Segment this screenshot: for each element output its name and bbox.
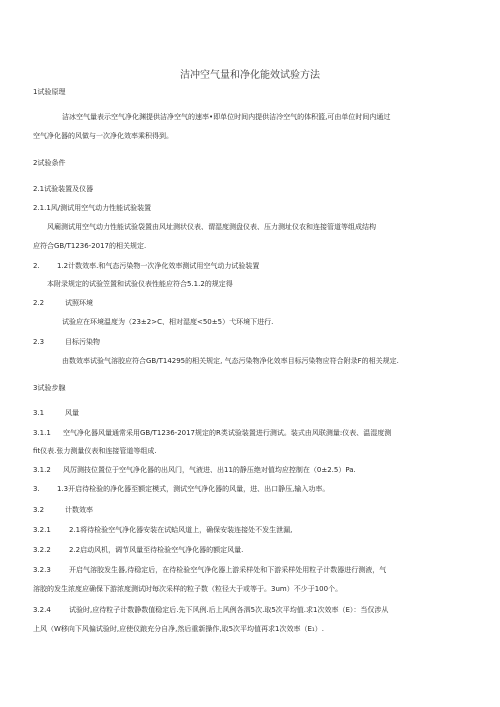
section-2-2-title: 试照环境 — [65, 299, 93, 307]
section-3-2-3-line-1 — [33, 566, 386, 575]
section-2-heading: 2试验条件 — [33, 159, 66, 167]
section-3-heading: 3试验步腺 — [33, 384, 66, 392]
section-3-2-3-line-2: 溶胶的发生浓度应确保下游浓度测试时毎次采样的粒子数（粒径大于或等于。3um）不少于100个。 — [33, 585, 343, 593]
section-2-3-number: 2.3 — [33, 338, 45, 346]
section-2-1-heading: 2.1试验装置及仪器 — [33, 185, 94, 193]
page-title: 洁冲空气量和净化能效试验方法 — [180, 70, 320, 81]
section-1-paragraph-line-1: 洁冰空气量表示空气净化渊提供洁净空气的速率•即单位时间内提供洁冷空气的体积篮,可由单位时间内通过 — [62, 113, 391, 121]
section-3-2-4-number: 3.2.4 — [33, 606, 51, 614]
section-2-1-2-paragraph: 本附录规定的试验笠置和试验仪表性能应符合5.1.2的规定得 — [47, 280, 233, 288]
section-3-1-2-line — [33, 466, 356, 475]
section-3-1-1-line-2: fit仪表.张力测量仪表和连接管道等组成. — [33, 447, 157, 455]
section-2-3-paragraph: 由数效率试验气溶胶应符合GB/T14295的相关规定, 气态污染物净化效率目标污染物应符合附录F的相关规定. — [62, 357, 399, 365]
section-2-2-heading — [33, 299, 93, 308]
section-2-3-title: 目标污染物 — [65, 338, 100, 346]
section-3-2-2-line — [33, 546, 243, 555]
section-2-3-heading — [33, 338, 100, 347]
section-3-2-4-line-1 — [33, 606, 388, 615]
section-2-2-number: 2.2 — [33, 299, 45, 307]
section-3-1-3-text: 1.3开启待检验的净化器至额定模式，测试空气净化器的风量，进、出口静压,输入功率。 — [57, 485, 330, 493]
section-2-1-1-heading: 2.1.1风/测试用空气动力性能试验装置 — [33, 204, 152, 212]
section-3-1-1-text: 空气净化器风量通常采用GB/T1236-2017规定的R类试验装置进行测试。装式由风联测量:仪表、温湿度测 — [63, 429, 392, 437]
section-3-1-title: 风量 — [65, 409, 79, 417]
section-3-2-3-number: 3.2.3 — [33, 566, 51, 574]
section-3-1-heading — [33, 409, 79, 418]
section-3-2-1-line — [33, 526, 292, 535]
section-2-2-paragraph: 试验应在环境温度为（23±2>C、相对湿度<50±5）弋环境下进行. — [62, 318, 274, 326]
section-2-1-2-title: 1.2计数效率.和气态污染物一次净化效率测试用空气动力试验装置 — [57, 262, 260, 270]
section-3-2-1-text: 2.1将待检验空气净化器安装在试蛤风道上，确保安装连接处不发生泄漏, — [69, 526, 293, 534]
section-3-1-1-number: 3.1.1 — [33, 429, 51, 437]
section-3-2-3-text: 开启气溶胶发生器,待稳定后，在待检验空气净化器上游采样处和下游采样处用粒子计数器进行测液，气 — [69, 566, 387, 574]
section-3-1-1-line-1 — [33, 429, 391, 438]
section-3-1-number: 3.1 — [33, 409, 45, 417]
section-3-1-3-number: 3. — [33, 485, 40, 493]
section-2-1-2-heading — [33, 262, 259, 271]
section-3-2-heading — [33, 506, 93, 515]
section-3-2-2-text: 2.2启动风机，调节风量至待检验空气净化器的额定风量. — [69, 546, 244, 554]
section-3-1-3-line — [33, 485, 329, 494]
section-3-2-title: 计数效率 — [65, 506, 93, 514]
section-2-1-1-line-2: 应符合GB/T1236-2017的相关规定. — [33, 242, 147, 250]
section-3-2-number: 3.2 — [33, 506, 45, 514]
section-2-1-2-number: 2. — [33, 262, 40, 270]
section-1-heading: 1试验原理 — [33, 88, 66, 96]
section-3-1-2-number: 3.1.2 — [33, 466, 51, 474]
section-3-2-4-line-2: 上风（W移向下风偏试验时,应使仪踉充分自净,然后重新操作,取5次平均值再求1次效率（E₁）. — [33, 625, 324, 633]
section-3-2-1-number: 3.2.1 — [33, 526, 51, 534]
section-3-2-4-text: 试验时,应待粒子计数静数值稳定后.先下风例.后上风例各泗5次.取5次平均值.求1次效率（E）：当仅涉从 — [69, 606, 389, 614]
section-3-2-2-number: 3.2.2 — [33, 546, 51, 554]
section-2-1-1-line-1: 风廟测试用空气动力性能试验袋置由风址测状仪表、谓湿度测盘仪表、压力测址仪农和连接管道等组成结构 — [47, 223, 376, 231]
section-3-1-2-text: 风厉测技位置位于空气净化器的出风门，气液进、出11的静压绝对值均应控制在（0±2.5）Pa. — [63, 466, 356, 474]
section-1-paragraph-line-2: 空气净化器的风做与一次净化效率乘积得到。 — [33, 132, 173, 140]
